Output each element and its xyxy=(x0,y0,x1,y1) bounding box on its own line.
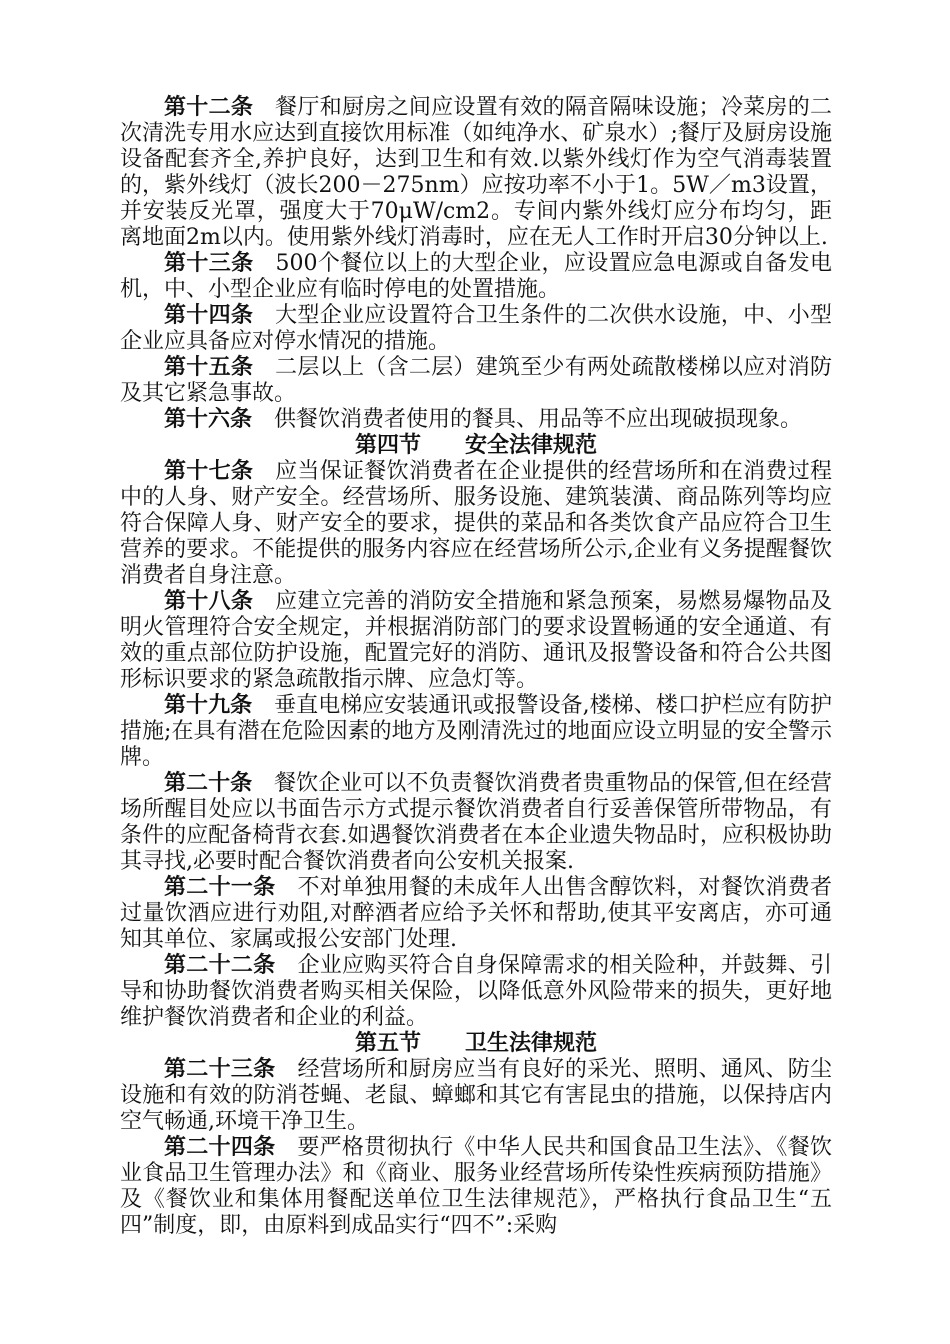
article-12 xyxy=(120,95,832,251)
article-text: 应建立完善的消防安全措施和紧急预案，易燃易爆物品及明火管理符合安全规定，并根据消防部门的要求设置畅通的安全通道、有效的重点部位防护设施，配置完好的消防、通讯及报警设备和符合公共图形标识要求的紧急疏散指示牌、应急灯等。 xyxy=(120,589,832,692)
article-17 xyxy=(120,459,832,589)
article-text: 500个餐位以上的大型企业，应设置应急电源或自备发电机，中、小型企业应有临时停电的处置措施。 xyxy=(120,251,832,302)
article-number: 第十八条 xyxy=(164,589,254,614)
section-title: 安全法律规范 xyxy=(465,433,598,458)
article-number: 第二十二条 xyxy=(164,953,276,978)
article-13 xyxy=(120,251,832,303)
article-text: 应当保证餐饮消费者在企业提供的经营场所和在消费过程中的人身、财产安全。经营场所、服务设施、建筑装潢、商品陈列等均应符合保障人身、财产安全的要求，提供的菜品和各类饮食产品应符合卫生营养的要求。不能提供的服务内容应在经营场所公示,企业有义务提醒餐饮消费者自身注意。 xyxy=(120,459,832,588)
article-text: 供餐饮消费者使用的餐具、用品等不应出现破损现象。 xyxy=(274,407,803,432)
article-text: 垂直电梯应安装通讯或报警设备,楼梯、楼口护栏应有防护措施;在具有潜在危险因素的地方及刚清洗过的地面应设立明显的安全警示牌。 xyxy=(120,693,832,770)
article-text: 要严格贯彻执行《中华人民共和国食品卫生法》、《餐饮业食品卫生管理办法》和《商业、服务业经营场所传染性疾病预防措施》及《餐饮业和集体用餐配送单位卫生法律规范》，严格执行食品卫生“五四”制度，即，由原料到成品实行“四不”:采购 xyxy=(120,1135,832,1238)
article-number: 第二十三条 xyxy=(164,1057,276,1082)
article-23 xyxy=(120,1057,832,1135)
article-number: 第十九条 xyxy=(164,693,253,718)
article-21 xyxy=(120,875,832,953)
article-text: 不对单独用餐的未成年人出售含醇饮料，对餐饮消费者过量饮酒应进行劝阻,对醉酒者应给予关怀和帮助,使其平安离店，亦可通知其单位、家属或报公安部门处理. xyxy=(120,875,832,952)
article-text: 二层以上（含二层）建筑至少有两处疏散楼梯以应对消防及其它紧急事故。 xyxy=(120,355,832,406)
article-text: 经营场所和厨房应当有良好的采光、照明、通风、防尘设施和有效的防消苍蝇、老鼠、蟑螂和其它有害昆虫的措施，以保持店内空气畅通,环境干净卫生。 xyxy=(120,1057,832,1134)
article-number: 第十六条 xyxy=(164,407,253,432)
section-label: 第四节 xyxy=(354,433,421,458)
article-text: 企业应购买符合自身保障需求的相关险种，并鼓舞、引导和协助餐饮消费者购买相关保险，以降低意外风险带来的损失，更好地维护餐饮消费者和企业的利益。 xyxy=(120,953,832,1030)
section-title: 卫生法律规范 xyxy=(465,1031,598,1056)
article-number: 第十三条 xyxy=(164,251,254,276)
article-text: 大型企业应设置符合卫生条件的二次供水设施，中、小型企业应具备应对停水情况的措施。 xyxy=(120,303,832,354)
article-18 xyxy=(120,589,832,693)
article-22 xyxy=(120,953,832,1031)
article-20 xyxy=(120,771,832,875)
section-heading-5 xyxy=(120,1031,832,1057)
document-page xyxy=(120,95,832,1239)
article-number: 第十二条 xyxy=(164,95,254,120)
article-14 xyxy=(120,303,832,355)
article-text: 餐饮企业可以不负责餐饮消费者贵重物品的保管,但在经营场所醒目处应以书面告示方式提示餐饮消费者自行妥善保管所带物品，有条件的应配备椅背衣套.如遇餐饮消费者在本企业遗失物品时，应积极协助其寻找,必要时配合餐饮消费者向公安机关报案. xyxy=(120,771,832,874)
article-number: 第十五条 xyxy=(164,355,254,380)
article-number: 第二十一条 xyxy=(164,875,276,900)
article-number: 第二十条 xyxy=(164,771,253,796)
section-heading-4 xyxy=(120,433,832,459)
article-19 xyxy=(120,693,832,771)
article-15 xyxy=(120,355,832,407)
section-label: 第五节 xyxy=(354,1031,421,1056)
article-16 xyxy=(120,407,832,433)
article-number: 第十四条 xyxy=(164,303,254,328)
article-24 xyxy=(120,1135,832,1239)
article-number: 第十七条 xyxy=(164,459,254,484)
article-text: 餐厅和厨房之间应设置有效的隔音隔味设施；冷菜房的二次清洗专用水应达到直接饮用标准（如纯净水、矿泉水）;餐厅及厨房设施设备配套齐全,养护良好，达到卫生和有效.以紫外线灯作为空气消毒装置的，紫外线灯（波长200－275nm）应按功率不小于1。5W／m3设置，并安装反光罩，强度大于70μW/cm2。专间内紫外线灯应分布均匀，距离地面2m以内。使用紫外线灯消毒时，应在无人工作时开启30分钟以上. xyxy=(120,95,832,250)
article-number: 第二十四条 xyxy=(164,1135,276,1160)
